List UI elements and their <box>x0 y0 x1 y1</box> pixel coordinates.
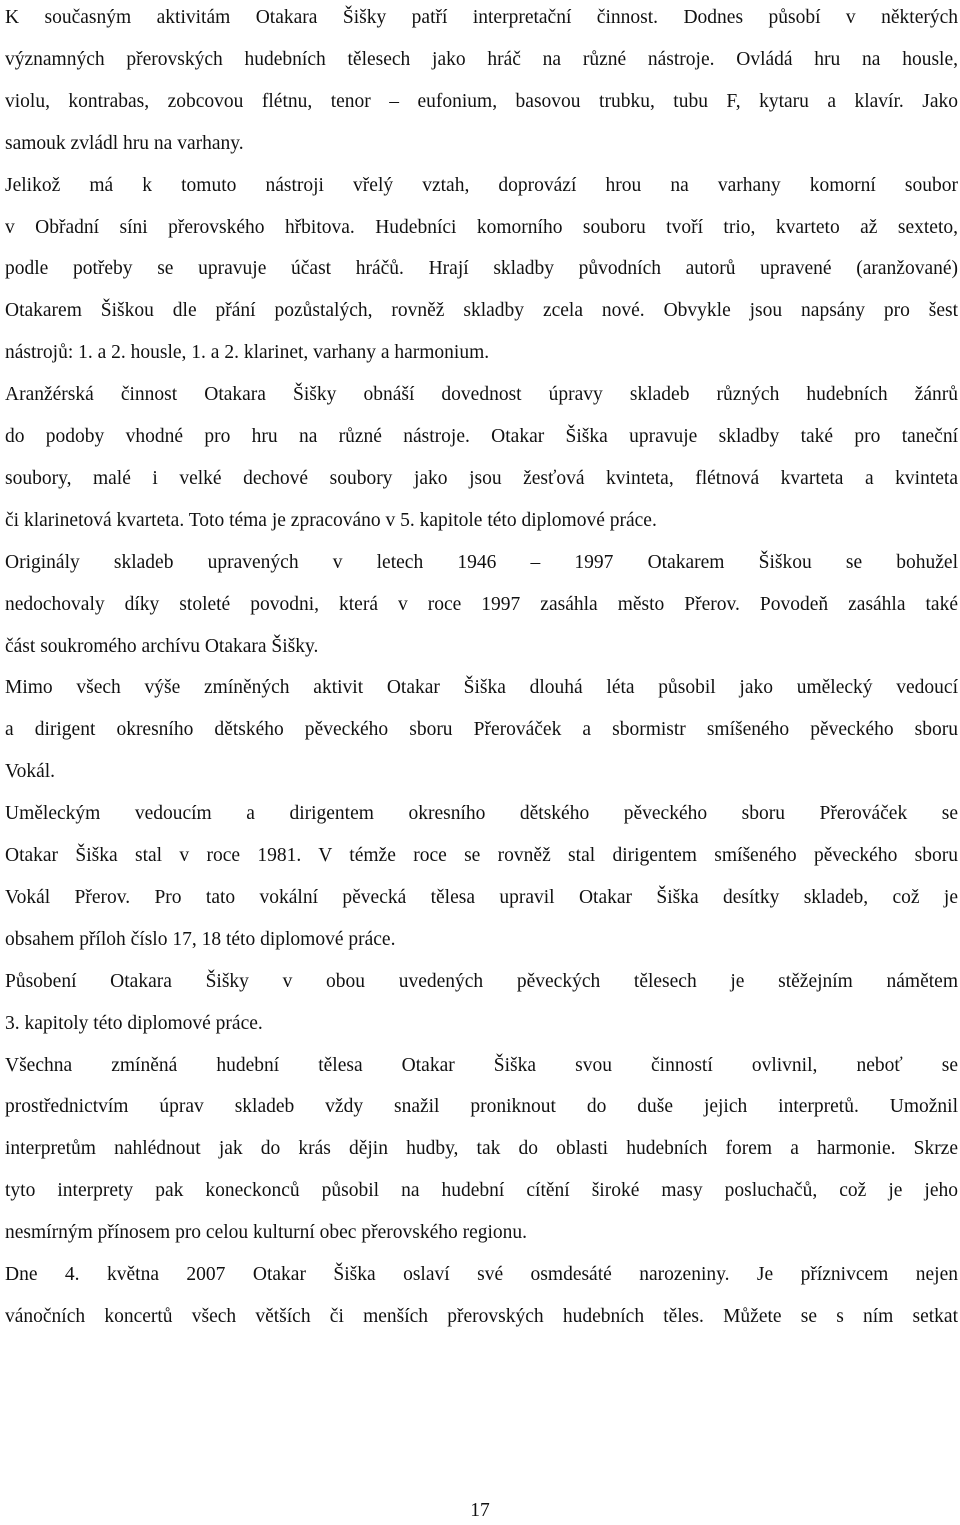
text-line: Vokál Přerov. Pro tato vokální pěvecká tělesa upravil Otakar Šiška desítky skladeb, což je <box>5 887 958 908</box>
text-line: 3. kapitoly této diplomové práce. <box>5 1013 263 1034</box>
text-line: soubory, malé i velké dechové soubory jako jsou žesťová kvinteta, flétnová kvarteta a kvinteta <box>5 468 958 489</box>
text-line: tyto interprety pak koneckonců působil na hudební cítění široké masy posluchačů, což je jeho <box>5 1180 958 1201</box>
page-number: 17 <box>470 1500 490 1521</box>
text-line: Všechna zmíněná hudební tělesa Otakar Šiška svou činností ovlivnil, neboť se <box>5 1055 958 1076</box>
text-line: vánočních koncertů všech větších či menších přerovských hudebních těles. Můžete se s ním setkat <box>5 1306 958 1327</box>
text-line: Originály skladeb upravených v letech 1946 – 1997 Otakarem Šiškou se bohužel <box>5 552 958 573</box>
text-line: Mimo všech výše zmíněných aktivit Otakar Šiška dlouhá léta působil jako umělecký vedoucí <box>5 677 958 698</box>
text-line: Dne 4. května 2007 Otakar Šiška oslaví své osmdesáté narozeniny. Je příznivcem nejen <box>5 1264 958 1285</box>
text-line: část soukromého archívu Otakara Šišky. <box>5 636 319 657</box>
text-line: samouk zvládl hru na varhany. <box>5 133 244 154</box>
text-line: Působení Otakara Šišky v obou uvedených pěveckých tělesech je stěžejním námětem <box>5 971 958 992</box>
text-line: Vokál. <box>5 761 56 782</box>
text-line: obsahem příloh číslo 17, 18 této diplomové práce. <box>5 929 396 950</box>
text-line: K současným aktivitám Otakara Šišky patří interpretační činnost. Dodnes působí v některých <box>5 7 958 28</box>
text-line: prostřednictvím úprav skladeb vždy snažil proniknout do duše jejich interpretů. Umožnil <box>5 1096 958 1117</box>
text-line: nesmírným přínosem pro celou kulturní obec přerovského regionu. <box>5 1222 528 1243</box>
text-line: Otakarem Šiškou dle přání pozůstalých, rovněž skladby zcela nové. Obvykle jsou napsány pro šest <box>5 300 958 321</box>
text-line: nedochovaly díky stoleté povodni, která v roce 1997 zasáhla město Přerov. Povodeň zasáhla také <box>5 594 958 615</box>
text-line: v Obřadní síni přerovského hřbitova. Hudebníci komorního souboru tvoří trio, kvarteto až sexteto, <box>5 217 958 238</box>
text-line: podle potřeby se upravuje účast hráčů. Hrají skladby původních autorů upravené (aranžované) <box>5 258 958 279</box>
text-line: Otakar Šiška stal v roce 1981. V témže roce se rovněž stal dirigentem smíšeného pěveckého sboru <box>5 845 958 866</box>
text-line: nástrojů: 1. a 2. housle, 1. a 2. klarinet, varhany a harmonium. <box>5 342 490 363</box>
text-line: Uměleckým vedoucím a dirigentem okresního dětského pěveckého sboru Přerováček se <box>5 803 958 824</box>
text-line: Jelikož má k tomuto nástroji vřelý vztah, doprovází hrou na varhany komorní soubor <box>5 175 958 196</box>
text-line: interpretům nahlédnout jak do krás dějin hudby, tak do oblasti hudebních forem a harmonie. Skrze <box>5 1138 958 1159</box>
text-line: do podoby vhodné pro hru na různé nástroje. Otakar Šiška upravuje skladby také pro taneční <box>5 426 958 447</box>
text-line: a dirigent okresního dětského pěveckého sboru Přerováček a sbormistr smíšeného pěveckého sboru <box>5 719 958 740</box>
text-line: významných přerovských hudebních tělesech jako hráč na různé nástroje. Ovládá hru na housle, <box>5 49 958 70</box>
text-line: či klarinetová kvarteta. Toto téma je zpracováno v 5. kapitole této diplomové práce. <box>5 510 657 531</box>
text-line: violu, kontrabas, zobcovou flétnu, tenor – eufonium, basovou trubku, tubu F, kytaru a klavír. Jako <box>5 91 958 112</box>
text-line: Aranžérská činnost Otakara Šišky obnáší dovednost úpravy skladeb různých hudebních žánrů <box>5 384 958 405</box>
